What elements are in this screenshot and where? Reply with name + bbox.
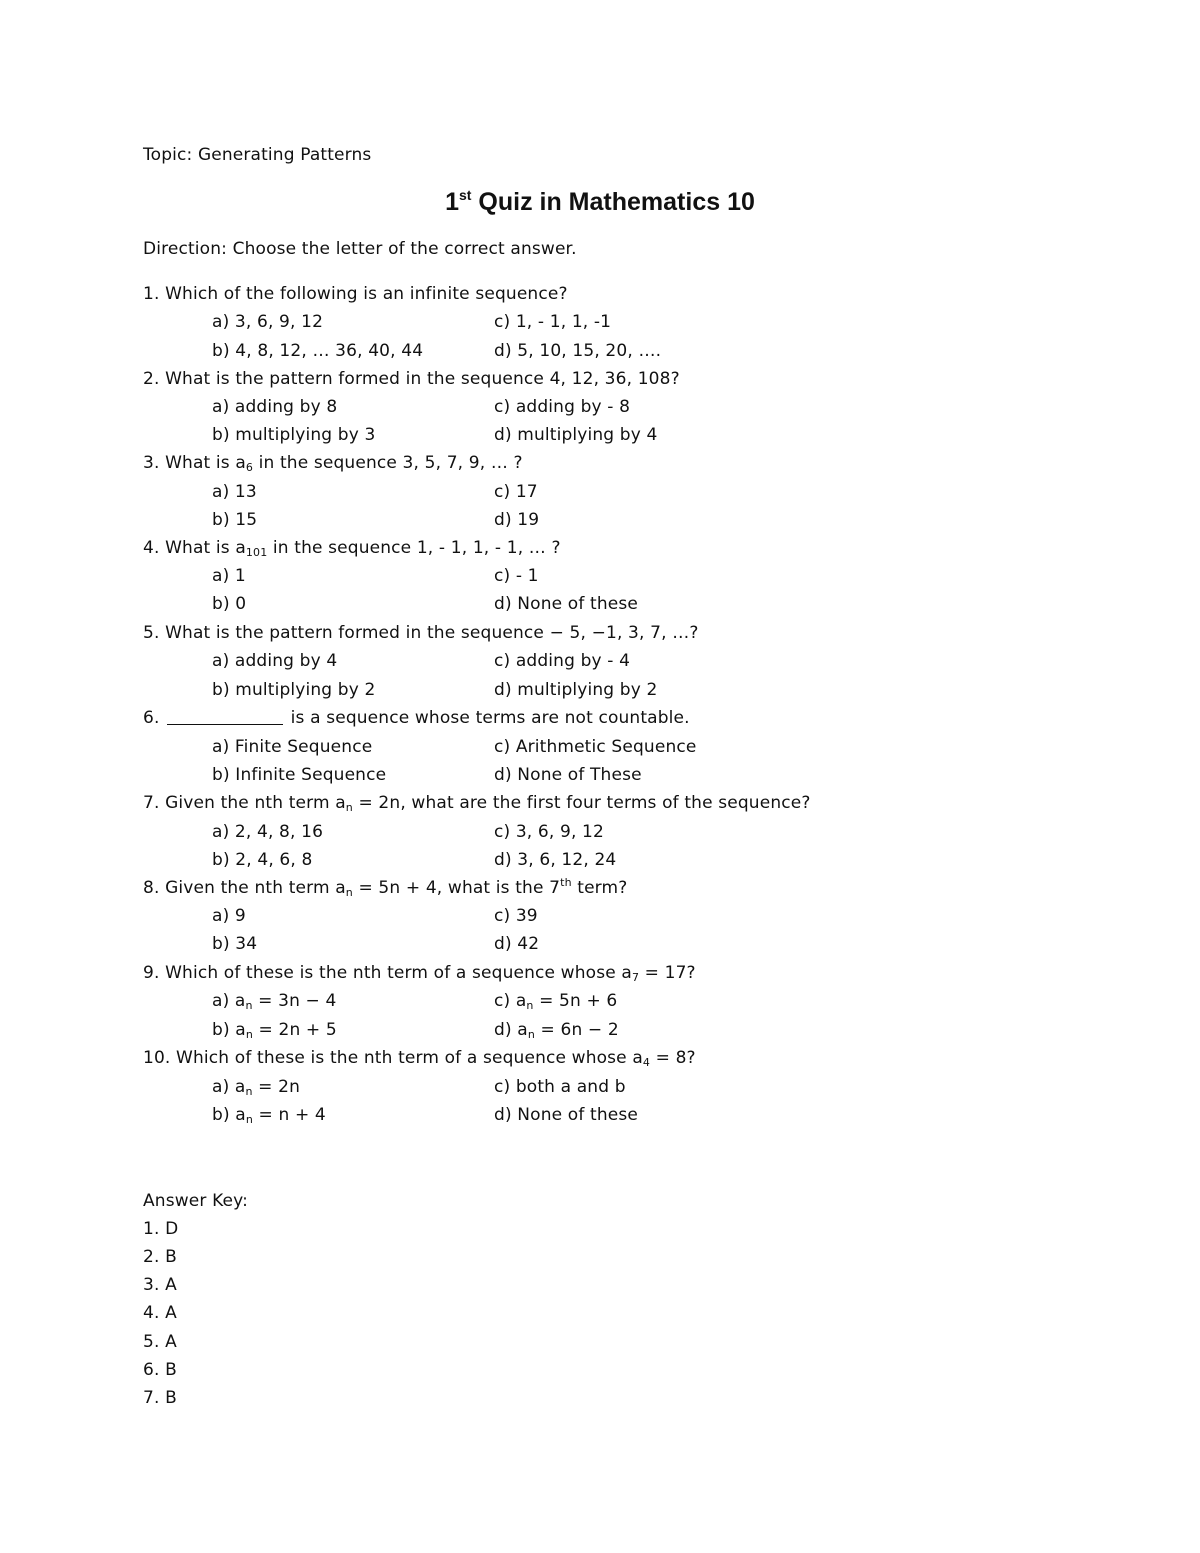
question-9-subscript: 7 [631,971,640,984]
question-2: 2. What is the pattern formed in the sequence 4, 12, 36, 108? [143,369,680,389]
option-5d: d) multiplying by 2 [494,680,658,700]
option-10a-pre: a) a [212,1077,246,1097]
option-7c: c) 3, 6, 9, 12 [494,822,604,842]
option-4c: c) - 1 [494,566,539,586]
option-10a-post: = 2n [252,1077,301,1097]
option-2d: d) multiplying by 4 [494,425,658,445]
answer-key-item: 1. D [143,1219,179,1239]
question-5: 5. What is the pattern formed in the sequence − 5, −1, 3, 7, …? [143,623,699,643]
option-8a: a) 9 [212,906,246,926]
option-9d-sub: n [527,1028,535,1041]
question-6-part-b: is a sequence whose terms are not countable. [285,708,690,728]
question-9-part-b: = 17? [639,963,696,983]
option-4b: b) 0 [212,594,247,614]
question-1: 1. Which of the following is an infinite sequence? [143,284,568,304]
option-6b: b) Infinite Sequence [212,765,387,785]
option-7b: b) 2, 4, 6, 8 [212,850,313,870]
answer-key-item: 2. B [143,1247,177,1267]
option-5c: c) adding by - 4 [494,651,631,671]
option-9d [494,1019,619,1041]
option-9a [212,990,336,1012]
option-10b-pre: b) a [212,1105,246,1125]
question-7-part-b: = 2n, what are the first four terms of the sequence? [352,793,811,813]
option-9c-post: = 5n + 6 [533,991,618,1011]
option-4d: d) None of these [494,594,638,614]
direction-line: Direction: Choose the letter of the correct answer. [143,239,577,259]
answer-blank [167,708,283,725]
answer-key-item: 4. A [143,1303,177,1323]
question-3 [143,452,523,474]
answer-key-item: 5. A [143,1332,177,1352]
option-10c-pre: c) both a and b [494,1077,626,1097]
option-10b-sub: n [245,1113,253,1126]
option-9a-post: = 3n − 4 [252,991,337,1011]
page-title [0,186,1200,218]
option-3d: d) 19 [494,510,540,530]
option-2a: a) adding by 8 [212,397,338,417]
question-7-part-a: 7. Given the nth term a [143,793,346,813]
option-9c [494,990,617,1012]
option-9a-pre: a) a [212,991,246,1011]
option-9d-pre: d) a [494,1020,528,1040]
option-2b: b) multiplying by 3 [212,425,376,445]
question-7-subscript: n [345,801,353,814]
option-9b-pre: b) a [212,1020,246,1040]
option-8c: c) 39 [494,906,538,926]
question-10 [143,1047,696,1069]
answer-key-item: 7. B [143,1388,177,1408]
question-8-subscript: n [345,886,353,899]
option-8d: d) 42 [494,934,540,954]
question-10-part-b: = 8? [650,1048,696,1068]
option-10d-pre: d) None of these [494,1105,638,1125]
option-10a [212,1076,300,1098]
option-9b-sub: n [245,1028,253,1041]
question-8-part-a: 8. Given the nth term a [143,878,346,898]
question-10-part-a: 10. Which of these is the nth term of a sequence whose a [143,1048,643,1068]
option-1c: c) 1, - 1, 1, -1 [494,312,612,332]
option-7d: d) 3, 6, 12, 24 [494,850,617,870]
topic-line: Topic: Generating Patterns [143,145,372,165]
question-8-superscript: th [560,876,572,889]
option-3c: c) 17 [494,482,538,502]
option-5b: b) multiplying by 2 [212,680,376,700]
question-6-part-a: 6. [143,708,160,728]
question-4-subscript: 101 [245,546,268,559]
option-10d [494,1104,638,1126]
option-4a: a) 1 [212,566,246,586]
question-6 [143,707,690,729]
question-10-subscript: 4 [642,1056,651,1069]
question-3-subscript: 6 [245,461,254,474]
option-5a: a) adding by 4 [212,651,338,671]
option-7a: a) 2, 4, 8, 16 [212,822,324,842]
question-8-part-b: = 5n + 4, what is the 7 [352,878,561,898]
option-2c: c) adding by - 8 [494,397,631,417]
question-8-part-c: term? [571,878,628,898]
question-8 [143,877,627,899]
question-7 [143,792,811,814]
option-6a: a) Finite Sequence [212,737,373,757]
question-9 [143,962,696,984]
question-9-part-a: 9. Which of these is the nth term of a sequence whose a [143,963,632,983]
option-9c-sub: n [526,999,534,1012]
answer-key-item: 6. B [143,1360,177,1380]
option-9b-post: = 2n + 5 [252,1020,337,1040]
option-1a: a) 3, 6, 9, 12 [212,312,324,332]
option-9c-pre: c) a [494,991,527,1011]
option-3b: b) 15 [212,510,258,530]
question-4-part-a: 4. What is a [143,538,246,558]
answer-key-title: Answer Key: [143,1191,248,1211]
option-8b: b) 34 [212,934,258,954]
question-4 [143,537,561,559]
option-3a: a) 13 [212,482,257,502]
option-6d: d) None of These [494,765,642,785]
option-9b [212,1019,337,1041]
option-6c: c) Arithmetic Sequence [494,737,697,757]
option-9a-sub: n [245,999,253,1012]
option-10b-post: = n + 4 [252,1105,326,1125]
option-10c [494,1076,626,1098]
title-superscript: st [459,187,472,203]
option-9d-post: = 6n − 2 [534,1020,619,1040]
option-1b: b) 4, 8, 12, … 36, 40, 44 [212,341,424,361]
question-3-part-b: in the sequence 3, 5, 7, 9, … ? [253,453,523,473]
title-text: Quiz in Mathematics 10 [471,188,755,216]
question-4-part-b: in the sequence 1, - 1, 1, - 1, … ? [267,538,561,558]
title-number: 1 [445,188,460,216]
answer-key-item: 3. A [143,1275,177,1295]
option-10a-sub: n [245,1085,253,1098]
question-3-part-a: 3. What is a [143,453,246,473]
option-1d: d) 5, 10, 15, 20, …. [494,341,662,361]
option-10b [212,1104,326,1126]
